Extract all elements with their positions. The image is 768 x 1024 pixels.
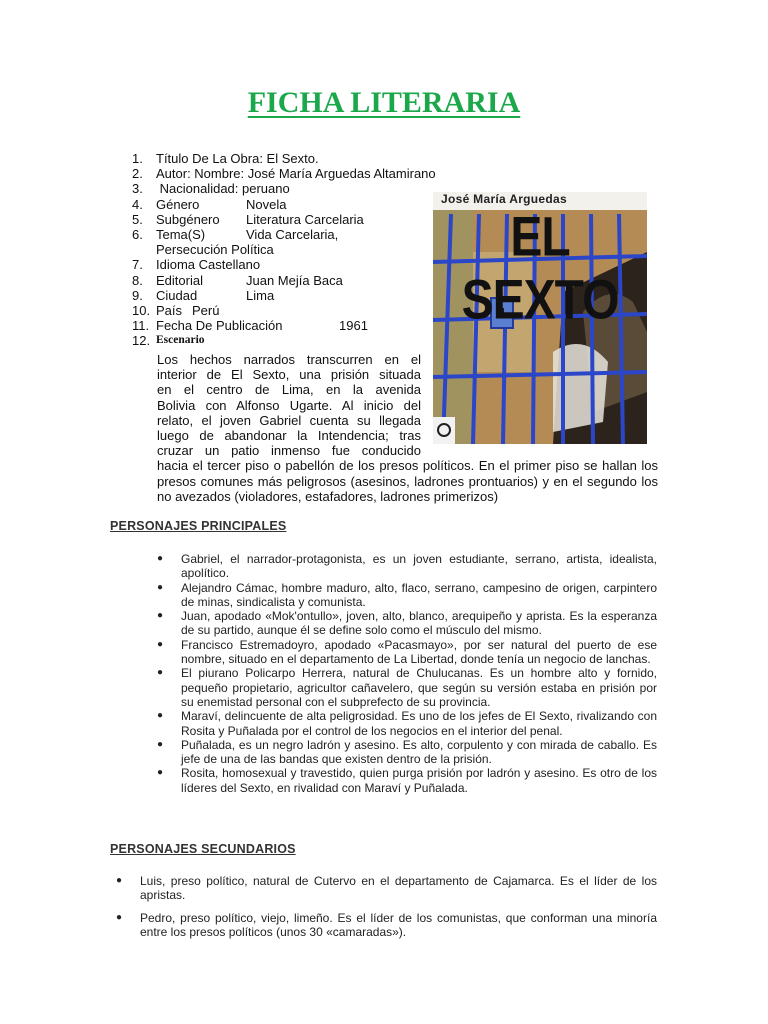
book-cover-image — [433, 192, 647, 444]
bullet-icon: ● — [157, 767, 164, 779]
list-item: ● Juan, apodado «Mok'ontullo», joven, alto, blanco, arequipeño y aprista. Es la esperanza de su partido, aunque él se define solo como el músculo del mismo. — [157, 609, 657, 638]
info-row-9: 9. Ciudad Lima — [132, 287, 275, 303]
escenario-line: cruzar un patio inmenso fue conducido — [157, 443, 421, 459]
info-row-4: 4. Género Novela — [132, 196, 287, 212]
bullet-icon: ● — [157, 581, 164, 593]
list-item: ● Maraví, delincuente de alta peligrosidad. Es uno de los jefes de El Sexto, rivalizando con Rosita y Puñalada por el control de los negocios en el interior del penal. — [157, 709, 657, 738]
secundarios-heading: PERSONAJES SECUNDARIOS — [110, 842, 296, 856]
info-row-12: 12. Escenario — [132, 333, 205, 349]
principales-heading: PERSONAJES PRINCIPALES — [110, 519, 287, 533]
info-row-6: 6. Tema(S) Vida Carcelaria, — [132, 227, 339, 243]
info-row-2: 2. Autor: Nombre: José María Arguedas Altamirano — [132, 166, 436, 182]
bullet-icon: ● — [116, 911, 123, 923]
escenario-line: relato, el joven Gabriel cuenta su llegada — [157, 412, 421, 428]
list-item: ● Gabriel, el narrador-protagonista, es un joven estudiante, serrano, artista, idealista, apolítico. — [157, 552, 657, 581]
escenario-line: luego de abandonar la Intendencia; tras — [157, 428, 421, 444]
list-item: ● Pedro, preso político, viejo, limeño. Es el líder de los comunistas, que conforman una minoría entre los presos políticos (unos 30 «camaradas»). — [116, 910, 657, 939]
list-item: ● Puñalada, es un negro ladrón y asesino. Es alto, corpulento y con mirada de caballo. Es jefe de una de las bandas que existen dentro de la prisión. — [157, 737, 657, 767]
escenario-line: Los hechos narrados transcurren en el — [157, 352, 421, 367]
escenario-paragraph-continued: hacia el tercer piso o pabellón de los presos políticos. En el primer piso se hallan los presos comunes más peligrosos (asesinos, ladrones prontuarios) y en el segundo los no avezados (violadores, estafadores, ladrones primerizos) — [157, 458, 658, 505]
escenario-line: interior de El Sexto, una prisión situada — [157, 367, 421, 383]
escenario-paragraph — [157, 352, 421, 458]
secundarios-list — [116, 874, 657, 939]
bullet-icon: ● — [157, 638, 164, 650]
list-item: ● El piurano Policarpo Herrera, natural de Chulucanas. Es un hombre alto y fornido, pequeño propietario, agricultor cañavelero, que según su versión estaba en prisión por su enemistad personal con el subprefecto de su provincia. — [157, 666, 657, 709]
info-row-11: 11. Fecha De Publicación 1961 — [132, 318, 368, 334]
info-row-7: 7. Idioma Castellano — [132, 257, 261, 273]
info-row-6-cont: Persecución Política — [156, 242, 274, 258]
bullet-icon: ● — [157, 553, 164, 564]
escenario-line: en el centro de Lima, en la avenida — [157, 382, 421, 398]
escenario-line: Bolivia con Alfonso Ugarte. Al inicio del — [157, 397, 421, 413]
info-row-8: 8. Editorial Juan Mejía Baca — [132, 272, 343, 288]
list-item: ● Francisco Estremadoyro, apodado «Pacasmayo», por ser natural del puerto de ese nombre, situado en el departamento de La Libertad, donde tenía un negocio de lanchas. — [157, 637, 657, 667]
bullet-icon: ● — [157, 610, 164, 622]
cover-title: EL SEXTO — [461, 207, 619, 332]
info-row-5: 5. Subgénero Literatura Carcelaria — [132, 211, 364, 227]
bullet-icon: ● — [157, 738, 164, 750]
bullet-icon: ● — [116, 875, 123, 886]
principales-list — [157, 552, 657, 795]
list-item: ● Luis, preso político, natural de Cutervo en el departamento de Cajamarca. Es el líder de los apristas. — [116, 874, 657, 903]
info-row-3: 3. Nacionalidad: peruano — [132, 181, 290, 197]
list-item: ● Alejandro Cámac, hombre maduro, alto, flaco, serrano, campesino de origen, carpintero de minas, sindicalista y comunista. — [157, 580, 657, 609]
page-title: FICHA LITERARIA — [247, 86, 521, 119]
bullet-icon: ● — [157, 710, 164, 722]
info-row-10: 10. País Perú — [132, 303, 220, 319]
list-item: ● Rosita, homosexual y travestido, quien purga prisión por ladrón y asesino. Es otro de los líderes del Sexto, en rivalidad con Maraví y Puñalada. — [157, 766, 657, 795]
info-row-1: 1. Título De La Obra: El Sexto. — [132, 151, 319, 166]
bullet-icon: ● — [157, 667, 164, 679]
cover-author: José María Arguedas — [441, 192, 567, 206]
